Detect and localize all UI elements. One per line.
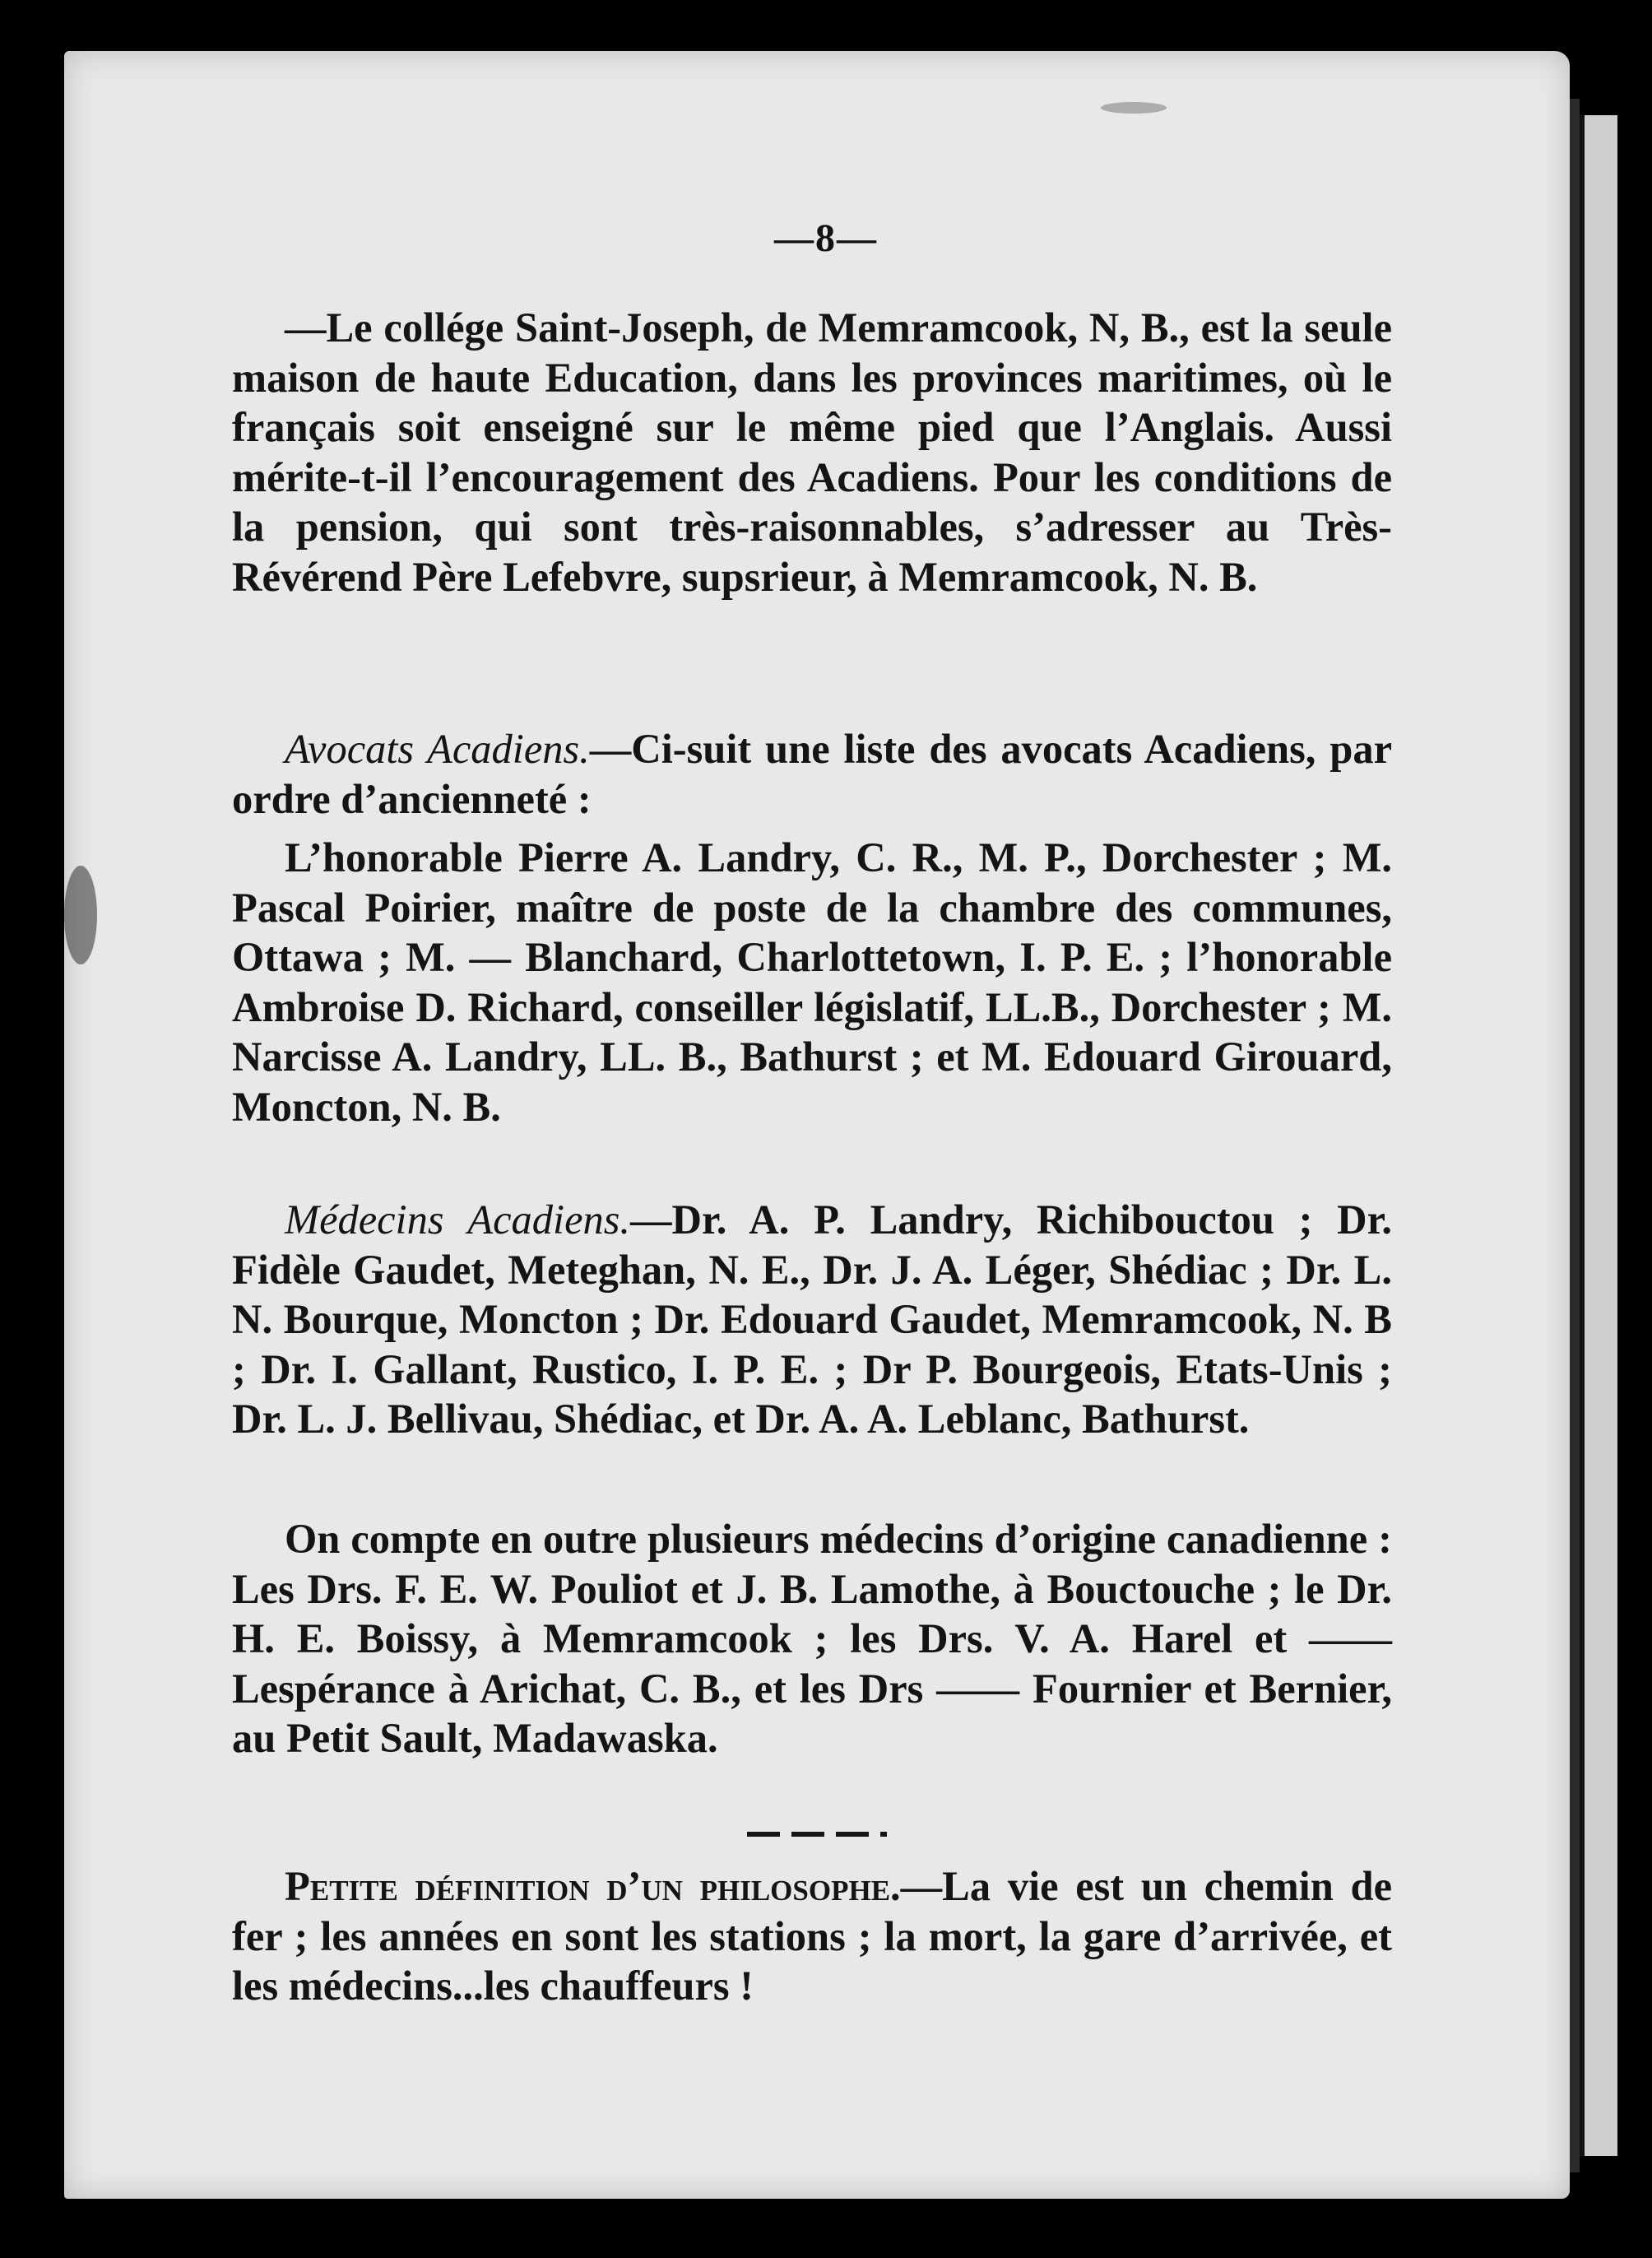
- paragraph-body: L’honorable Pierre A. Landry, C. R., M. P., Dorchester ; M. Pascal Poirier, maître de poste de la chambre des communes, Ottawa ; M. — Blanchard, Charlottetown, I. P. E. ; l’honorable Ambroise D. Richard, conseiller législatif, LL.B., Dorchester ; M. Narcisse A. Landry, LL. B., Bathurst ; et M. Edouard Girouard, Moncton, N. B.: [232, 834, 1392, 1130]
- page-tear: [64, 866, 97, 964]
- paragraph-body: —Le collége Saint-Joseph, de Memramcook, N, B., est la seule maison de haute Education, dans les provinces maritimes, où le français soit enseigné sur le même pied que l’Anglais. Aussi mérite-t-il l’encouragement des Acadiens. Pour les conditions de la pension, qui sont très-raisonnables, s’adresser au Très-Révérend Père Lefebvre, supsrieur, à Memramcook, N. B.: [232, 304, 1392, 600]
- paragraph-body: —La vie est un chemin de fer ; les années en sont les stations ; la mort, la gare d’arrivée, et les médecins...les chauffeurs !: [232, 1863, 1393, 2009]
- section-lead-medecins: Médecins Acadiens.: [285, 1196, 631, 1243]
- page-stain: [1101, 102, 1167, 114]
- paragraph-body: —Ci-suit une liste des avocats Acadiens, par ordre d’ancienneté :: [232, 726, 1392, 822]
- paragraph-philosophe: [232, 1861, 1392, 2011]
- paragraph-body: —Dr. A. P. Landry, Richibouctou ; Dr. Fidèle Gaudet, Meteghan, N. E., Dr. J. A. Léger, Shédiac ; Dr. L. N. Bourque, Moncton ; Dr. Edouard Gaudet, Memramcook, N. B ; Dr. I. Gallant, Rustico, I. P. E. ; Dr P. Bourgeois, Etats-Unis ; Dr. L. J. Bellivau, Shédiac, et Dr. A. A. Leblanc, Bathurst.: [232, 1196, 1392, 1442]
- section-lead-philosophe: Petite définition d’un philosophe.: [285, 1863, 901, 1909]
- paragraph-medecins-canadiens: [232, 1514, 1392, 1763]
- paragraph-body: On compte en outre plusieurs médecins d’origine canadienne : Les Drs. F. E. W. Pouliot et J. B. Lamothe, à Bouctouche ; le Dr. H. E. Boissy, à Memramcook ; les Drs. V. A. Harel et —— Lespérance à Arichat, C. B., et les Drs —— Fournier et Bernier, au Petit Sault, Madawaska.: [232, 1516, 1392, 1761]
- paragraph-medecins: [232, 1195, 1392, 1444]
- section-lead-avocats: Avocats Acadiens.: [285, 726, 590, 772]
- paragraph-college: [232, 303, 1392, 602]
- page-number: —8—: [774, 216, 878, 260]
- paragraph-avocats-list: [232, 833, 1392, 1131]
- paragraph-avocats-intro: [232, 724, 1392, 824]
- book-page-edge: [1580, 115, 1617, 2156]
- section-separator: [747, 1832, 887, 1837]
